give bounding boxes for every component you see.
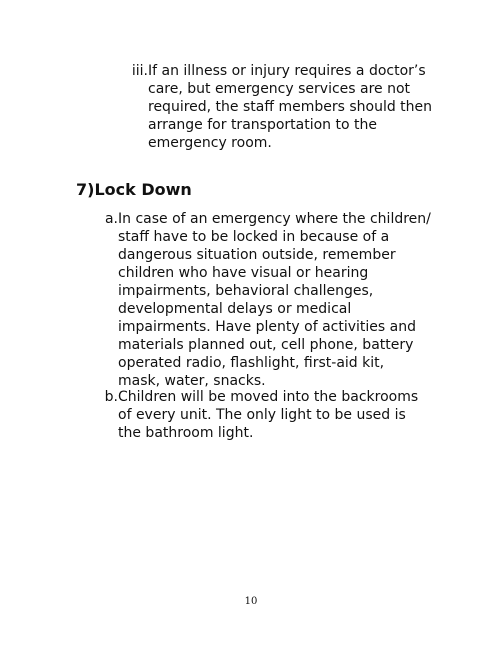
text-line: care, but emergency services are not <box>148 81 411 97</box>
list-item-text <box>118 210 452 390</box>
list-item-text <box>118 388 452 442</box>
text-line: impairments, behavioral challenges, <box>118 283 374 299</box>
text-line: impairments. Have plenty of activities and <box>118 319 416 335</box>
list-marker: a. <box>104 211 118 227</box>
list-item-iii <box>118 62 448 152</box>
page-number: 10 <box>244 596 258 607</box>
text-line: arrange for transportation to the <box>148 117 377 133</box>
list-marker: iii. <box>131 63 148 79</box>
section-heading: 7)Lock Down <box>76 180 192 199</box>
text-line: In case of an emergency where the children/ <box>118 211 431 227</box>
list-item-a <box>100 210 452 390</box>
text-line: mask, water, snacks. <box>118 373 266 389</box>
text-line: operated radio, flashlight, first-aid kit, <box>118 355 385 371</box>
list-item-b <box>100 388 452 442</box>
text-line: the bathroom light. <box>118 425 254 441</box>
list-marker: b. <box>104 389 118 405</box>
text-line: Children will be moved into the backrooms <box>118 389 419 405</box>
text-line: If an illness or injury requires a doctor’s <box>148 63 426 79</box>
text-line: developmental delays or medical <box>118 301 352 317</box>
text-line: emergency room. <box>148 135 272 151</box>
text-line: dangerous situation outside, remember <box>118 247 396 263</box>
list-item-text <box>148 62 448 152</box>
text-line: of every unit. The only light to be used is <box>118 407 406 423</box>
text-line: required, the staff members should then <box>148 99 433 115</box>
text-line: materials planned out, cell phone, battery <box>118 337 414 353</box>
text-line: staff have to be locked in because of a <box>118 229 390 245</box>
text-line: children who have visual or hearing <box>118 265 369 281</box>
